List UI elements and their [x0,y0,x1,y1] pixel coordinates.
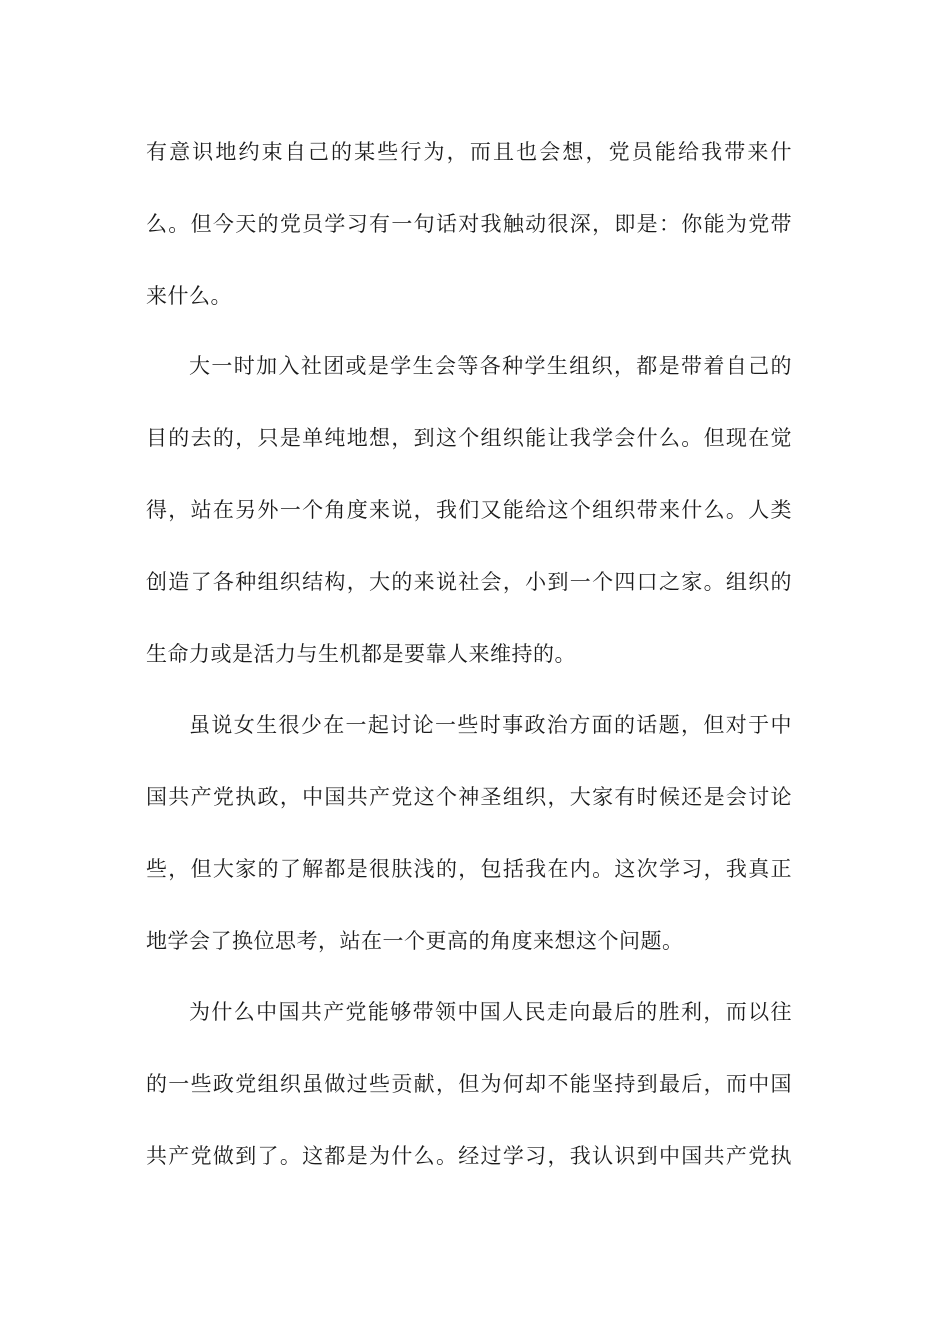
text-line: 国共产党执政，中国共产党这个神圣组织，大家有时候还是会讨论 [146,785,792,809]
text-line: 地学会了换位思考，站在一个更高的角度来想这个问题。 [146,929,684,953]
text-line: 创造了各种组织结构，大的来说社会，小到一个四口之家。组织的 [146,570,792,594]
text-line: 些，但大家的了解都是很肤浅的，包括我在内。这次学习，我真正 [146,857,792,881]
paragraph-first-line: 虽说女生很少在一起讨论一些时事政治方面的话题，但对于中 [189,713,792,737]
paragraph-first-line: 大一时加入社团或是学生会等各种学生组织，都是带着自己的 [189,354,792,378]
text-line: 目的去的，只是单纯地想，到这个组织能让我学会什么。但现在觉 [146,426,792,450]
text-line: 得，站在另外一个角度来说，我们又能给这个组织带来什么。人类 [146,498,792,522]
text-line: 共产党做到了。这都是为什么。经过学习，我认识到中国共产党执 [146,1144,792,1168]
paragraph-first-line: 为什么中国共产党能够带领中国人民走向最后的胜利，而以往 [189,1000,792,1024]
text-line: 么。但今天的党员学习有一句话对我触动很深，即是：你能为党带 [146,212,792,236]
text-line: 来什么。 [146,284,232,308]
text-line: 生命力或是活力与生机都是要靠人来维持的。 [146,642,576,666]
text-line: 有意识地约束自己的某些行为，而且也会想，党员能给我带来什 [146,140,792,164]
text-line: 的一些政党组织虽做过些贡献，但为何却不能坚持到最后，而中国 [146,1072,792,1096]
